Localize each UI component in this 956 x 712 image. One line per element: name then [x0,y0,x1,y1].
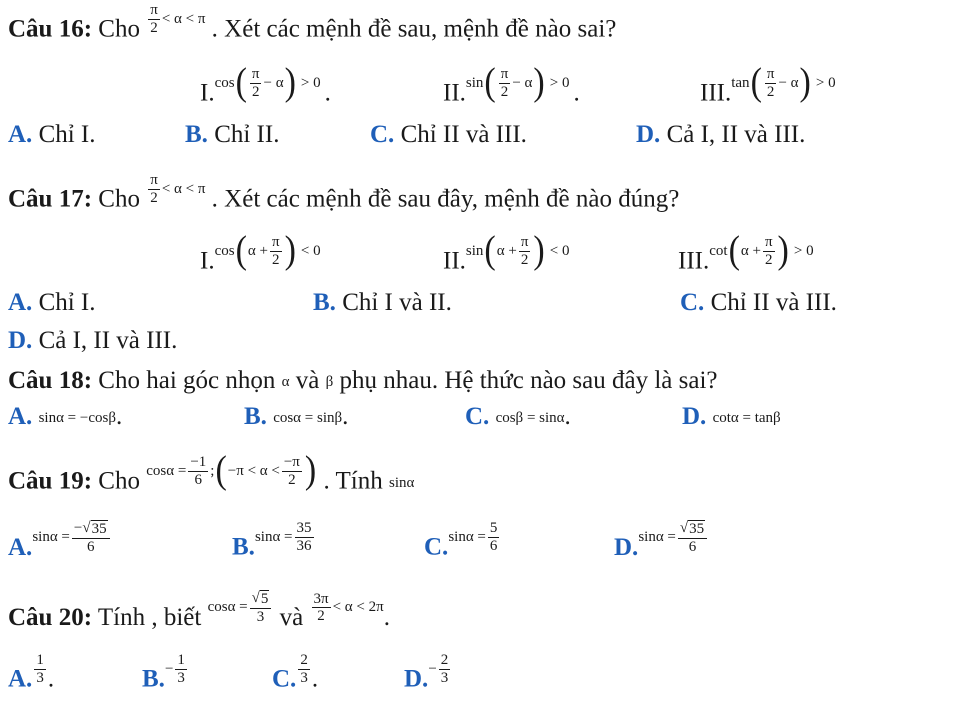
q18-option-a[interactable]: A. sinα = −cosβ. [8,403,123,430]
stem-text: . Xét các mệnh đề sau, mệnh đề nào sai? [211,15,617,43]
question-18-stem: Câu 18: Cho hai góc nhọn α và β phụ nhau. Hệ thức nào sau đây là sai? [8,367,718,394]
given-formula: cosα = $\frac{-1}{6}$ ; ( −π < α < $\frac{-\pi}{2}$ ) [146,449,317,492]
question-label: Câu 16: [8,15,93,43]
q17-statement-3: III. cot ( α + $\frac{\pi}{2}$ ) > 0 [678,229,814,275]
q17-option-c[interactable]: C. Chỉ II và III. [680,289,837,316]
q17-option-d[interactable]: D. Cả I, II và III. [8,327,178,354]
question-label: Câu 17: [8,185,93,213]
q17-statement-1: I. cos ( α + $\frac{\pi}{2}$ ) < 0 [200,229,321,275]
q19-option-b[interactable]: B. sinα = $\frac{35}{36}$ [232,520,312,561]
q18-option-c[interactable]: C. cosβ = sinα. [465,403,571,430]
stem-lead: Cho [98,15,140,43]
question-19-stem: Câu 19: Cho cosα = $\frac{-1}{6}$ ; ( −π < α < $\frac{-\pi}{2}$ ) . Tính sinα [8,449,415,495]
q16-option-a[interactable]: A. Chỉ I. [8,121,96,148]
q16-statement-2: II. sin ( $\frac{\pi}{2}$ − α ) > 0 . [443,61,580,107]
range-formula: $\frac{3\pi}{2}$ < α < 2π [313,590,384,624]
q20-option-c[interactable]: C. $\frac{2}{3}$ . [272,652,319,693]
question-16-stem [8,2,617,48]
q19-option-d[interactable]: D. sinα = √ 35 6 [614,532,709,567]
q20-option-b[interactable]: B. − $\frac{1}{3}$ [142,652,185,693]
q18-option-b[interactable]: B. cosα = sinβ. [244,403,349,430]
q17-option-a[interactable]: A. Chỉ I. [8,289,96,316]
q17-option-b[interactable]: B. Chỉ I và II. [313,289,452,316]
q20-option-d[interactable]: D. − $\frac{2}{3}$ [404,652,449,693]
q16-option-c[interactable]: C. Chỉ II và III. [370,121,527,148]
q19-option-a[interactable]: A. sinα = −√ 35 6 [8,532,112,567]
given-formula: cosα = √ 5 3 [208,590,274,625]
q16-option-b[interactable]: B. Chỉ II. [185,121,280,148]
condition-formula: $\frac{\pi}{2}$ < α < π [150,172,206,206]
question-17-stem: Câu 17: Cho $\frac{\pi}{2}$ < α < π . Xét các mệnh đề sau đây, mệnh đề nào đúng? [8,172,680,213]
condition-formula: $\frac{\pi}{2}$ < α < π [150,2,206,36]
q20-option-a[interactable]: A. $\frac{1}{3}$ . [8,652,55,693]
q16-option-d[interactable]: D. Cả I, II và III. [636,121,806,148]
q19-option-c[interactable]: C. sinα = $\frac{5}{6}$ [424,520,498,561]
q17-statement-2: II. sin ( α + $\frac{\pi}{2}$ ) < 0 [443,229,570,275]
question-20-stem: Câu 20: Tính , biết cosα = √ 5 3 và $\frac{3\pi}{2}$ < α < 2π . [8,590,390,632]
q16-statement-3: III. tan ( $\frac{\pi}{2}$ − α ) > 0 [700,61,836,107]
q16-statement-1: I. cos ( $\frac{\pi}{2}$ − α ) > 0 . [200,61,331,107]
q18-option-d[interactable]: D. cotα = tanβ [682,403,781,430]
